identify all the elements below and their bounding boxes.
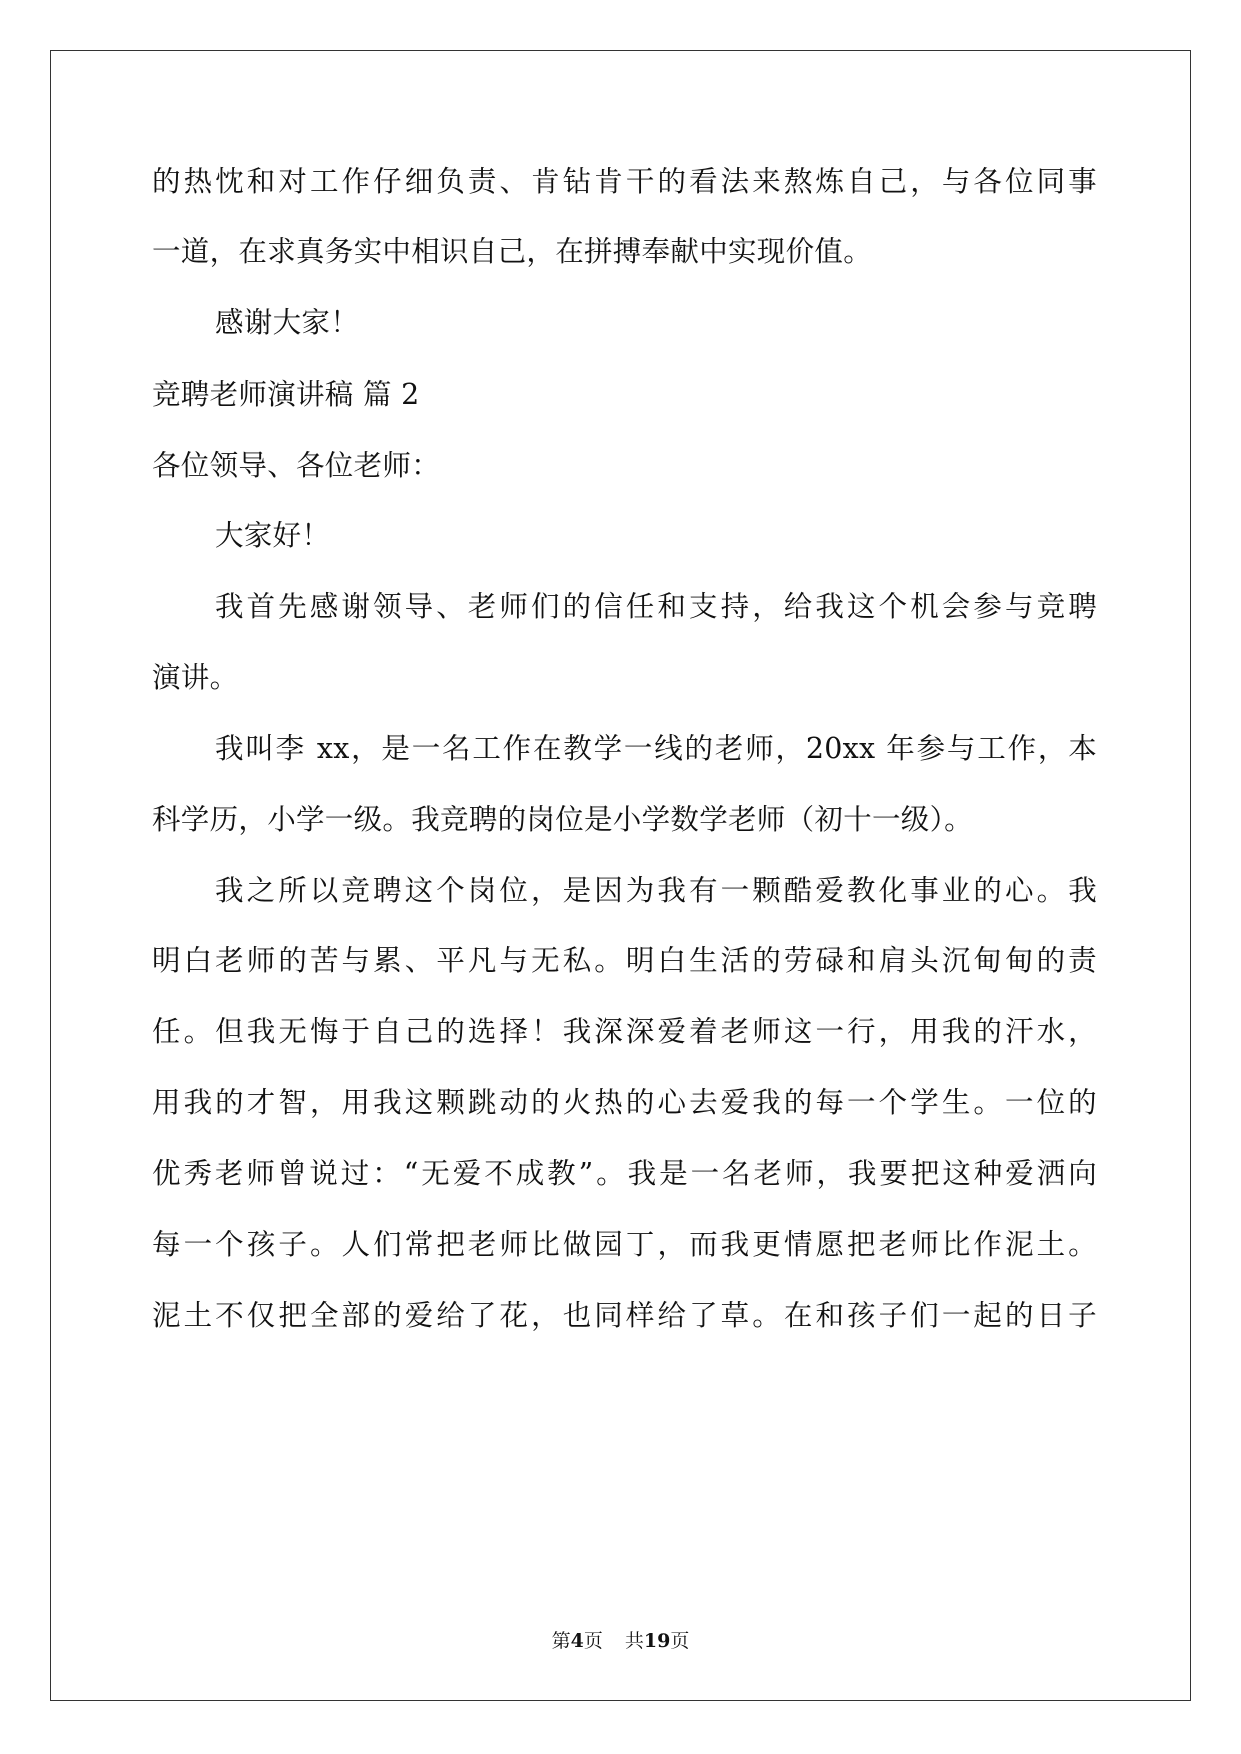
text-line: 每一个孩子。人们常把老师比做园丁，而我更情愿把老师比作泥土。 [152,1228,1097,1261]
text-line: 演讲。 [152,661,239,694]
text-line: 任。但我无悔于自己的选择！我深深爱着老师这一行，用我的汗水， [152,1015,1097,1048]
text-line: 明白老师的苦与累、平凡与无私。明白生活的劳碌和肩头沉甸甸的责 [152,944,1097,977]
text-line: 感谢大家！ [215,306,360,339]
text-line: 我叫李 xx，是一名工作在教学一线的老师，20xx 年参与工作，本 [215,732,1097,765]
salutation: 各位领导、各位老师： [152,449,441,482]
page-current: 4 [570,1630,584,1652]
text-line: 优秀老师曾说过：“无爱不成教”。我是一名老师，我要把这种爱洒向 [152,1157,1097,1190]
text-line: 的热忱和对工作仔细负责、肯钻肯干的看法来熬炼自己，与各位同事 [152,165,1097,198]
total-prefix: 共 [624,1630,644,1652]
text-line: 一道，在求真务实中相识自己，在拼搏奉献中实现价值。 [152,235,873,268]
section-heading: 竞聘老师演讲稿 篇 2 [152,378,420,411]
text-line: 泥土不仅把全部的爱给了花，也同样给了草。在和孩子们一起的日子 [152,1299,1097,1332]
total-suffix: 页 [670,1630,690,1652]
text-line: 我首先感谢领导、老师们的信任和支持，给我这个机会参与竞聘 [215,590,1097,623]
page-footer [0,1629,1241,1653]
page-suffix: 页 [583,1630,603,1652]
text-line: 用我的才智，用我这颗跳动的火热的心去爱我的每一个学生。一位的 [152,1086,1097,1119]
text-line: 科学历，小学一级。我竞聘的岗位是小学数学老师（初十一级）。 [152,803,973,836]
text-line: 大家好！ [215,519,331,552]
page-prefix: 第 [551,1630,571,1652]
text-line: 我之所以竞聘这个岗位，是因为我有一颗酷爱教化事业的心。我 [215,874,1097,907]
page-total: 19 [643,1630,671,1652]
